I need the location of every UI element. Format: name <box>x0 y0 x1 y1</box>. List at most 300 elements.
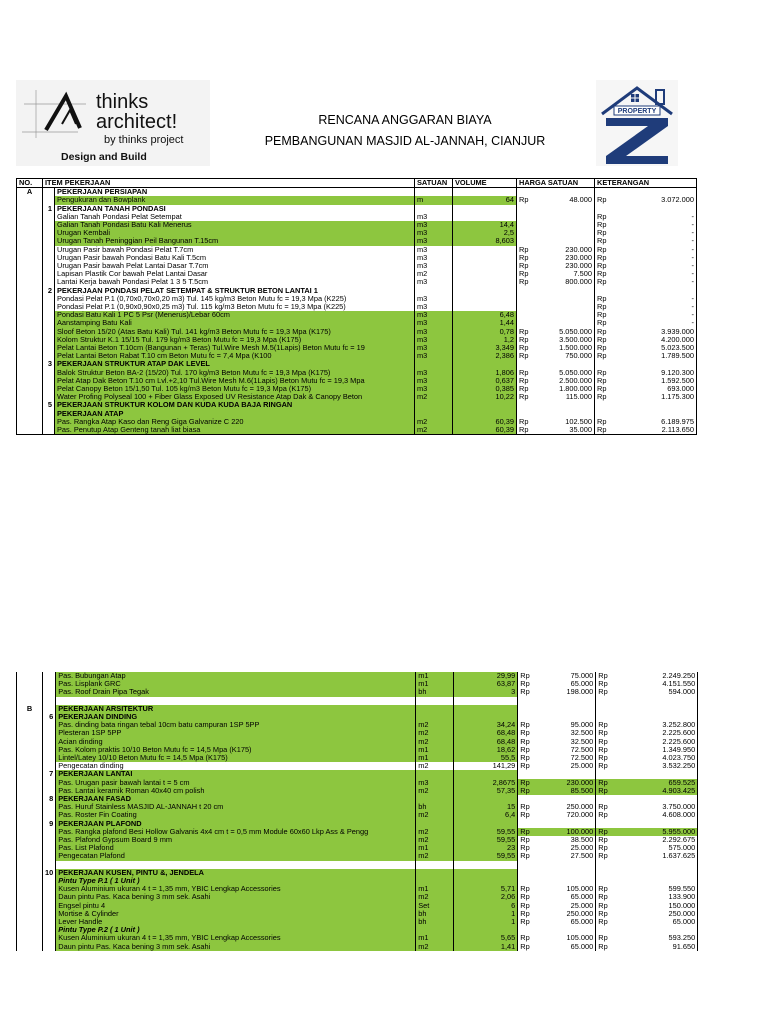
cell-no <box>43 762 56 770</box>
cell-keterangan: - <box>613 254 697 262</box>
header-harga: HARGA SATUAN <box>517 179 595 188</box>
cell-total-rp: Rp <box>595 196 613 204</box>
cell-item: Galian Tanah Pondasi Pelat Setempat <box>55 213 415 221</box>
cell-harga-rp: Rp <box>518 885 540 893</box>
cell-harga-rp: Rp <box>518 721 540 729</box>
cell-satuan: Set <box>416 902 454 910</box>
cell-section <box>17 319 43 327</box>
cell-section <box>17 287 43 295</box>
cell-satuan: m3 <box>415 369 453 377</box>
cell-total-rp: Rp <box>596 803 614 811</box>
cell-item: Lantai Kerja bawah Pondasi Pelat 1 3 5 T.5cm <box>55 278 415 286</box>
cell-no <box>43 754 56 762</box>
cell-harga <box>540 770 596 778</box>
cell-keterangan: - <box>613 237 697 245</box>
cell-section <box>17 672 43 680</box>
cell-harga-rp: Rp <box>518 754 540 762</box>
cell-harga: 7.500 <box>539 270 595 278</box>
cell-harga <box>540 926 596 934</box>
cell-no <box>43 352 55 360</box>
cell-keterangan: 1.175.300 <box>613 393 697 401</box>
cell-harga: 75.000 <box>540 672 596 680</box>
cell-item: Kolom Struktur K.1 15/15 Tul. 179 kg/m3 Beton Mutu fc = 19,3 Mpa (K175) <box>55 336 415 344</box>
cell-item <box>56 697 416 705</box>
cell-total-rp: Rp <box>596 943 614 951</box>
cell-item: Pas. dinding bata ringan tebal 10cm batu campuran 1SP 5PP <box>56 721 416 729</box>
cell-keterangan: 2.225.600 <box>614 729 698 737</box>
cell-volume: 6,4 <box>454 811 518 819</box>
cell-volume: 59,55 <box>454 836 518 844</box>
table-row <box>17 426 697 435</box>
cell-item: Lintel/Latey 10/10 Beton Mutu fc = 14,5 Mpa (K175) <box>56 754 416 762</box>
cell-harga: 105.000 <box>540 934 596 942</box>
cell-total-rp: Rp <box>596 787 614 795</box>
cell-harga-rp <box>518 795 540 803</box>
table-row <box>17 787 698 795</box>
table-row <box>17 705 698 713</box>
cell-total-rp: Rp <box>595 377 613 385</box>
cell-no <box>43 688 56 696</box>
table-row <box>17 885 698 893</box>
cell-harga-rp <box>518 697 540 705</box>
header-keterangan: KETERANGAN <box>595 179 697 188</box>
cell-harga-rp: Rp <box>518 787 540 795</box>
cell-keterangan: - <box>613 278 697 286</box>
cell-satuan: m1 <box>416 680 454 688</box>
table-row <box>17 295 697 303</box>
cell-keterangan: 659.525 <box>614 779 698 787</box>
cell-harga-rp <box>517 188 539 197</box>
cell-satuan: m3 <box>415 311 453 319</box>
table-row <box>17 902 698 910</box>
cell-harga: 25.000 <box>540 762 596 770</box>
cell-total-rp: Rp <box>596 828 614 836</box>
cell-satuan <box>416 926 454 934</box>
cell-item: Daun pintu Pas. Kaca bening 3 mm sek. Asahi <box>56 893 416 901</box>
cell-satuan <box>415 188 453 197</box>
logo-tagline: Design and Build <box>61 151 147 163</box>
table-row <box>17 893 698 901</box>
cell-satuan: m3 <box>415 377 453 385</box>
cell-no: 3 <box>43 360 55 368</box>
cell-no <box>43 418 55 426</box>
table-row <box>17 278 697 286</box>
cell-harga-rp <box>518 705 540 713</box>
cell-total-rp: Rp <box>595 393 613 401</box>
thinks-architect-logo <box>16 80 210 166</box>
cell-no <box>43 844 56 852</box>
cell-section <box>17 196 43 204</box>
cell-no <box>43 836 56 844</box>
cell-satuan: m1 <box>416 746 454 754</box>
cell-satuan: m3 <box>415 254 453 262</box>
cell-harga: 115.000 <box>539 393 595 401</box>
cell-satuan: m3 <box>415 328 453 336</box>
cell-harga <box>539 410 595 418</box>
cell-section <box>17 926 43 934</box>
table-row <box>17 861 698 869</box>
cell-harga: 27.500 <box>540 852 596 860</box>
cell-harga: 65.000 <box>540 893 596 901</box>
cell-no <box>43 213 55 221</box>
cell-harga <box>539 229 595 237</box>
cell-volume: 1 <box>454 918 518 926</box>
cell-volume: 1,2 <box>453 336 517 344</box>
property-z-logo <box>596 80 678 166</box>
cell-no <box>43 196 55 204</box>
cell-harga: 85.500 <box>540 787 596 795</box>
cell-satuan: m3 <box>415 229 453 237</box>
cell-section <box>17 861 43 869</box>
cell-total-rp: Rp <box>595 229 613 237</box>
cell-item: PEKERJAAN LANTAI <box>56 770 416 778</box>
header-item: ITEM PEKERJAAN <box>43 179 415 188</box>
cell-item: Pas. Roster Fin Coating <box>56 811 416 819</box>
table-row <box>17 795 698 803</box>
cell-volume <box>454 697 518 705</box>
table-row <box>17 352 697 360</box>
cell-total-rp: Rp <box>596 893 614 901</box>
cell-keterangan: - <box>613 262 697 270</box>
cell-satuan: m2 <box>415 270 453 278</box>
cell-harga-rp <box>517 229 539 237</box>
cell-total-rp: Rp <box>595 336 613 344</box>
cell-volume: 68,48 <box>454 729 518 737</box>
cell-total-rp: Rp <box>596 885 614 893</box>
cell-harga-rp <box>517 237 539 245</box>
cell-section <box>17 877 43 885</box>
cell-volume: 1,41 <box>454 943 518 951</box>
cell-harga-rp: Rp <box>517 377 539 385</box>
cell-item: Urugan Pasir bawah Pondasi Batu Kali T.5cm <box>55 254 415 262</box>
cell-item: PEKERJAAN TANAH PONDASI <box>55 205 415 213</box>
cell-harga: 72.500 <box>540 746 596 754</box>
cell-volume: 60,39 <box>453 426 517 435</box>
cell-satuan: m1 <box>416 754 454 762</box>
cell-total-rp: Rp <box>596 844 614 852</box>
cell-section <box>17 836 43 844</box>
cell-harga-rp <box>517 410 539 418</box>
cell-total-rp: Rp <box>596 721 614 729</box>
cell-item: Pas. Plafond Gypsum Board 9 mm <box>56 836 416 844</box>
cell-no <box>43 410 55 418</box>
table-row <box>17 319 697 327</box>
cell-harga <box>540 705 596 713</box>
cell-no <box>43 369 55 377</box>
cell-harga-rp <box>517 221 539 229</box>
cell-section <box>17 246 43 254</box>
cell-harga-rp: Rp <box>518 762 540 770</box>
cell-section <box>17 385 43 393</box>
cell-no <box>43 861 56 869</box>
cell-item: Pengecatan dinding <box>56 762 416 770</box>
table-row <box>17 221 697 229</box>
cell-harga-rp <box>517 213 539 221</box>
cell-item: Water Profing Polyseal 100 + Fiber Glass Exposed UV Resistance Atap Dak & Canopy Beton <box>55 393 415 401</box>
cell-harga: 100.000 <box>540 828 596 836</box>
cell-satuan: m3 <box>415 221 453 229</box>
cell-total-rp <box>596 770 614 778</box>
cell-section <box>17 237 43 245</box>
cell-harga-rp <box>518 770 540 778</box>
cell-satuan <box>416 795 454 803</box>
cell-total-rp: Rp <box>596 934 614 942</box>
cell-keterangan: 4.023.750 <box>614 754 698 762</box>
table-row <box>17 836 698 844</box>
cell-item: Pas. Kolom praktis 10/10 Beton Mutu fc = 14,5 Mpa (K175) <box>56 746 416 754</box>
cell-section <box>17 352 43 360</box>
table-row <box>17 262 697 270</box>
cell-total-rp <box>595 188 613 197</box>
cell-volume: 1 <box>454 910 518 918</box>
table-row <box>17 738 698 746</box>
cell-harga <box>539 311 595 319</box>
cell-item: Pas. Rangka plafond Besi Hollow Galvanis 4x4 cm t = 0,5 mm Module 60x60 Lkp Ass & Pengg <box>56 828 416 836</box>
cell-item: Pas. Huruf Stainless MASJID AL-JANNAH t 20 cm <box>56 803 416 811</box>
cell-satuan <box>415 287 453 295</box>
cell-satuan: m3 <box>415 385 453 393</box>
cell-section <box>17 910 43 918</box>
cell-section <box>17 795 43 803</box>
cell-no <box>43 278 55 286</box>
cell-keterangan <box>614 697 698 705</box>
cell-harga: 32.500 <box>540 738 596 746</box>
cell-harga: 102.500 <box>539 418 595 426</box>
cell-no <box>43 746 56 754</box>
cell-volume <box>453 295 517 303</box>
cell-harga <box>540 877 596 885</box>
cell-satuan: m2 <box>415 393 453 401</box>
cell-total-rp: Rp <box>595 352 613 360</box>
cell-volume: 6,48 <box>453 311 517 319</box>
cell-section <box>17 311 43 319</box>
cell-keterangan: 3.252.800 <box>614 721 698 729</box>
cell-volume: 64 <box>453 196 517 204</box>
cell-keterangan: 2.113.650 <box>613 426 697 435</box>
cell-keterangan <box>614 820 698 828</box>
cell-keterangan: 2.225.600 <box>614 738 698 746</box>
cell-no <box>43 926 56 934</box>
cell-satuan: m3 <box>415 246 453 254</box>
cell-satuan: m2 <box>416 787 454 795</box>
cell-section <box>17 229 43 237</box>
cell-volume: 1,44 <box>453 319 517 327</box>
cell-keterangan: 594.000 <box>614 688 698 696</box>
cell-harga: 65.000 <box>540 918 596 926</box>
cell-no: 7 <box>43 770 56 778</box>
cell-no <box>43 779 56 787</box>
cell-total-rp: Rp <box>595 246 613 254</box>
table-header-row <box>17 179 697 188</box>
cell-harga: 230.000 <box>539 262 595 270</box>
cell-keterangan: - <box>613 295 697 303</box>
cell-keterangan: 9.120.300 <box>613 369 697 377</box>
cell-keterangan: 4.151.550 <box>614 680 698 688</box>
table-row <box>17 672 698 680</box>
cell-satuan: m1 <box>416 672 454 680</box>
cell-satuan: m3 <box>415 352 453 360</box>
cell-no <box>43 246 55 254</box>
table-row <box>17 385 697 393</box>
cell-section <box>17 902 43 910</box>
cell-harga-rp: Rp <box>518 738 540 746</box>
cell-harga-rp <box>518 926 540 934</box>
cell-no: 5 <box>43 401 55 409</box>
table-row <box>17 401 697 409</box>
cell-section <box>17 303 43 311</box>
cell-total-rp <box>596 795 614 803</box>
table-row <box>17 926 698 934</box>
cell-harga: 1.500.000 <box>539 344 595 352</box>
cell-keterangan: 575.000 <box>614 844 698 852</box>
cell-section <box>17 787 43 795</box>
cell-harga <box>540 713 596 721</box>
cell-volume: 23 <box>454 844 518 852</box>
cell-harga: 25.000 <box>540 902 596 910</box>
cell-volume <box>454 877 518 885</box>
cell-no <box>43 697 56 705</box>
cell-satuan: m3 <box>415 336 453 344</box>
cell-keterangan: - <box>613 303 697 311</box>
cell-harga-rp: Rp <box>517 385 539 393</box>
cell-no <box>43 336 55 344</box>
cell-no <box>43 803 56 811</box>
cell-no <box>43 721 56 729</box>
title-line-1: RENCANA ANGGARAN BIAYA <box>318 113 492 127</box>
table-row <box>17 852 698 860</box>
cell-harga <box>539 319 595 327</box>
cell-section <box>17 344 43 352</box>
cell-volume: 63,87 <box>454 680 518 688</box>
cell-harga-rp: Rp <box>517 278 539 286</box>
cell-volume: 29,99 <box>454 672 518 680</box>
cell-keterangan <box>613 188 697 197</box>
table-row <box>17 377 697 385</box>
cell-section <box>17 893 43 901</box>
cell-satuan: bh <box>416 688 454 696</box>
logo-mark-icon <box>16 80 210 166</box>
cell-total-rp: Rp <box>596 680 614 688</box>
cell-no: 8 <box>43 795 56 803</box>
cell-harga-rp: Rp <box>517 352 539 360</box>
cell-keterangan: - <box>613 221 697 229</box>
cell-harga-rp: Rp <box>518 729 540 737</box>
table-row <box>17 410 697 418</box>
logo-line3: by thinks project <box>104 134 184 146</box>
cell-item: Pas. List Plafond <box>56 844 416 852</box>
cell-item: Pelat Lantai Beton Rabat T.10 cm Beton Mutu fc = 7,4 Mpa (K100 <box>55 352 415 360</box>
cell-harga-rp: Rp <box>518 902 540 910</box>
cell-volume: 60,39 <box>453 418 517 426</box>
cell-keterangan <box>614 877 698 885</box>
table-row <box>17 254 697 262</box>
cell-section <box>17 336 43 344</box>
cell-item: Pas. Bubungan Atap <box>56 672 416 680</box>
cell-no <box>43 787 56 795</box>
cell-no: 2 <box>43 287 55 295</box>
cell-section <box>17 377 43 385</box>
cell-keterangan: 133.900 <box>614 893 698 901</box>
cell-harga: 65.000 <box>540 943 596 951</box>
cell-no <box>43 902 56 910</box>
cell-keterangan <box>613 410 697 418</box>
cell-harga-rp <box>517 319 539 327</box>
cell-harga <box>539 295 595 303</box>
cell-section <box>17 754 43 762</box>
cell-volume <box>453 262 517 270</box>
cell-item: Urugan Tanah Peninggian Peil Bangunan T.15cm <box>55 237 415 245</box>
cell-satuan <box>415 401 453 409</box>
cell-volume: 18,62 <box>454 746 518 754</box>
cell-harga: 65.000 <box>540 680 596 688</box>
cell-satuan: m2 <box>416 943 454 951</box>
table-row <box>17 770 698 778</box>
cell-harga-rp <box>518 713 540 721</box>
cell-keterangan <box>613 360 697 368</box>
cell-harga-rp: Rp <box>518 910 540 918</box>
cell-no <box>43 344 55 352</box>
cell-harga: 230.000 <box>539 254 595 262</box>
cell-keterangan: 593.250 <box>614 934 698 942</box>
table-row <box>17 369 697 377</box>
cell-volume <box>454 869 518 877</box>
cell-section <box>17 713 43 721</box>
cell-keterangan <box>614 869 698 877</box>
cell-volume <box>454 713 518 721</box>
cell-volume: 2,06 <box>454 893 518 901</box>
cell-harga-rp: Rp <box>518 688 540 696</box>
cell-keterangan: 3.072.000 <box>613 196 697 204</box>
cell-item: Urugan Kembali <box>55 229 415 237</box>
cell-item: Pengecatan Plafond <box>56 852 416 860</box>
cell-no <box>43 393 55 401</box>
cell-item: Pelat Lantai Beton T.10cm (Bangunan + Teras) Tul.Wire Mesh M.5(1Lapis) Beton Mutu fc = 19 <box>55 344 415 352</box>
cell-no <box>43 377 55 385</box>
cell-section <box>17 869 43 877</box>
cell-harga-rp: Rp <box>518 893 540 901</box>
cell-keterangan <box>613 287 697 295</box>
cell-keterangan: 599.550 <box>614 885 698 893</box>
cell-harga-rp: Rp <box>518 828 540 836</box>
cell-satuan: m3 <box>415 344 453 352</box>
cell-section <box>17 852 43 860</box>
cell-item: Pondasi Pelat P.1 (0,70x0,70x0,20 m3) Tul. 145 kg/m3 Beton Mutu fc = 19,3 Mpa (K225) <box>55 295 415 303</box>
cell-section <box>17 213 43 221</box>
cell-volume <box>453 270 517 278</box>
cell-no <box>43 893 56 901</box>
cell-keterangan: - <box>613 311 697 319</box>
cell-keterangan: 693.000 <box>613 385 697 393</box>
cell-keterangan: - <box>613 213 697 221</box>
cell-total-rp: Rp <box>596 910 614 918</box>
cell-keterangan: - <box>613 319 697 327</box>
cell-satuan: m2 <box>416 836 454 844</box>
cell-harga-rp <box>518 861 540 869</box>
cell-harga-rp: Rp <box>518 746 540 754</box>
cell-section: A <box>17 188 43 197</box>
cell-harga: 230.000 <box>540 779 596 787</box>
cell-no <box>43 918 56 926</box>
cell-keterangan: 5.955.000 <box>614 828 698 836</box>
table-row <box>17 811 698 819</box>
cell-satuan: m3 <box>415 262 453 270</box>
cell-harga-rp: Rp <box>518 918 540 926</box>
cell-harga-rp: Rp <box>518 803 540 811</box>
cell-no <box>43 311 55 319</box>
cell-total-rp: Rp <box>596 688 614 696</box>
cell-harga-rp: Rp <box>518 844 540 852</box>
cell-total-rp <box>595 205 613 213</box>
